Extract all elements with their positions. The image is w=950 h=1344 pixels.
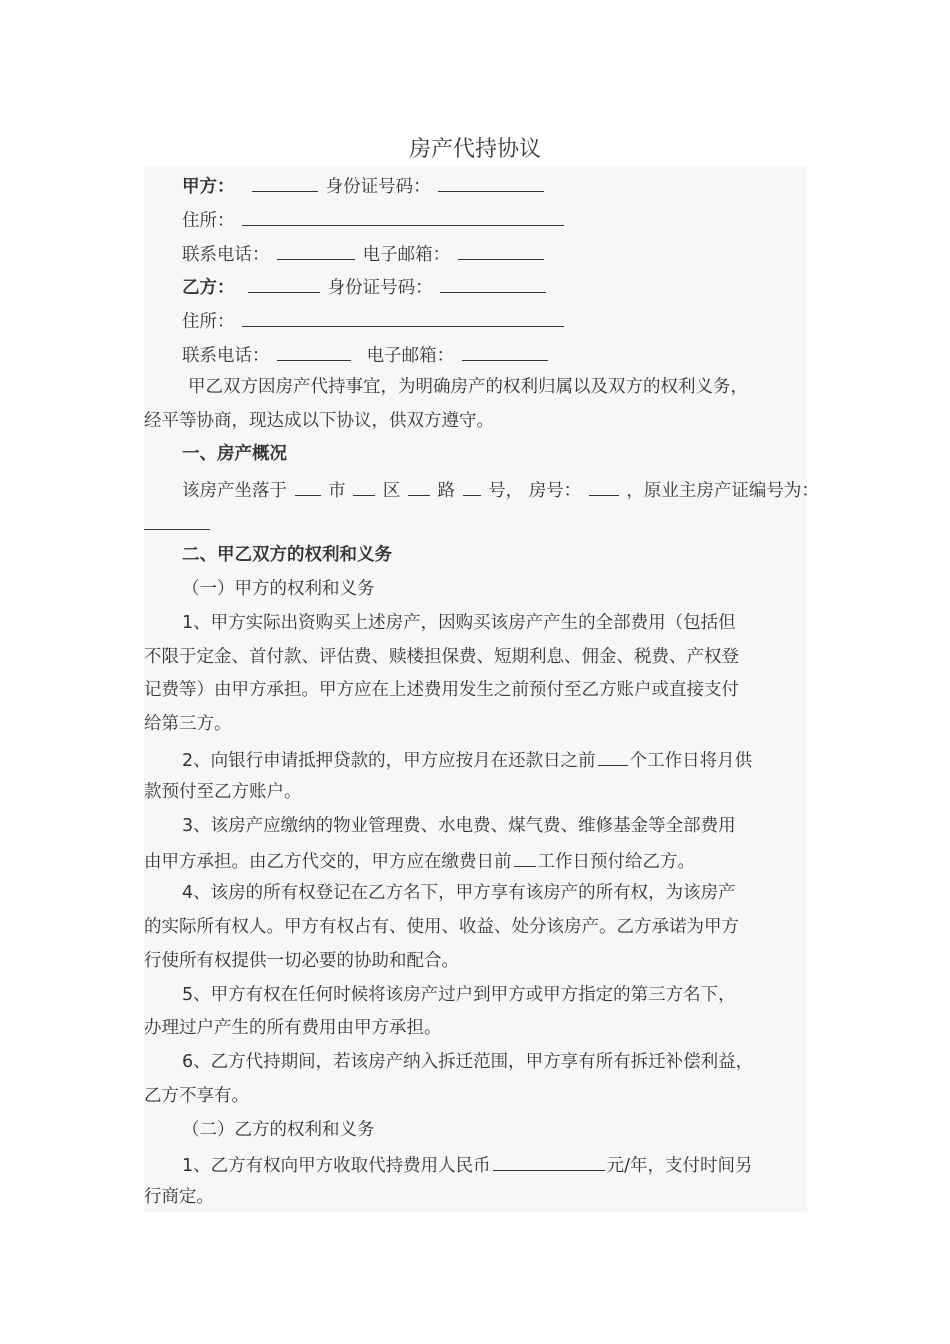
- party-a-phone-blank: [277, 235, 355, 260]
- party-a-address-line: [144, 201, 566, 235]
- party-b-phone-blank: [277, 336, 351, 361]
- party-a-email-blank: [458, 235, 544, 260]
- party-b-label: 乙方：: [182, 278, 235, 298]
- party-a-id-blank: [438, 167, 544, 192]
- road-blank: [408, 471, 430, 496]
- item-4-line-3: 行使所有权提供一切必要的协助和配合。: [144, 951, 459, 971]
- item-1-line-2: 不限于定金、首付款、评估费、赎楼担保费、短期利息、佣金、税费、产权登: [144, 647, 739, 667]
- item-3-line-2: [144, 842, 695, 876]
- party-b-address-blank: [242, 302, 564, 327]
- party-a-address-label: 住所：: [182, 211, 235, 231]
- item-1-line-1: 1、甲方实际出资购买上述房产，因购买该房产产生的全部费用（包括但: [182, 613, 736, 633]
- party-b-line: [144, 268, 548, 302]
- item-1-line-4: 给第三方。: [144, 714, 232, 734]
- certificate-blank-line: [144, 505, 210, 539]
- party-b-email-blank: [462, 336, 548, 361]
- party-b-id-blank: [440, 268, 546, 293]
- item-4-line-1: 4、该房的所有权登记在乙方名下，甲方享有该房产的所有权，为该房产: [182, 883, 736, 903]
- item-1-line-3: 记费等）由甲方承担。甲方应在上述费用发生之前预付至乙方账户或直接支付: [144, 680, 739, 700]
- party-a-phone-label: 联系电话：: [182, 245, 270, 265]
- intro-line-1: 甲乙双方因房产代持事宜，为明确房产的权利归属以及双方的权利义务，: [188, 377, 748, 397]
- party-a-contact-line: [144, 235, 546, 269]
- room-blank: [589, 471, 619, 496]
- fee-amount-blank: [493, 1146, 605, 1171]
- item-b1-text-b: 元/年，支付时间另: [606, 1156, 753, 1176]
- certificate-blank: [144, 505, 210, 530]
- item-b1-text-a: 1、乙方有权向甲方收取代持费用人民币: [182, 1156, 491, 1176]
- item-2-text-b: 个工作日将月供: [629, 751, 753, 771]
- workdays-blank: [598, 741, 628, 766]
- item-6-line-2: 乙方不享有。: [144, 1086, 249, 1106]
- intro-line-2: 经平等协商，现达成以下协议，供双方遵守。: [144, 411, 494, 431]
- item-b1-line-1: [144, 1146, 753, 1180]
- party-b-email-label: 电子邮箱：: [366, 346, 455, 366]
- location-text: 该房产坐落于: [182, 481, 287, 501]
- subsection-a-heading: （一）甲方的权利和义务: [182, 579, 375, 599]
- city-text: 市: [328, 481, 346, 501]
- section-2-heading: 二、甲乙双方的权利和义务: [182, 545, 392, 565]
- item-2-line-1: [144, 741, 752, 775]
- party-a-label: 甲方：: [182, 177, 235, 197]
- party-a-line: [144, 167, 546, 201]
- property-location-line: [144, 471, 819, 505]
- certificate-text: ，原业主房产证编号为：: [626, 481, 819, 501]
- item-3-text-b: 由甲方承担。由乙方代交的，甲方应在缴费日前: [144, 852, 512, 872]
- party-b-phone-label: 联系电话：: [182, 346, 270, 366]
- party-b-address-label: 住所：: [182, 312, 235, 332]
- item-2-text-a: 2、向银行申请抵押贷款的，甲方应按月在还款日之前: [182, 751, 596, 771]
- party-a-name-blank: [252, 167, 318, 192]
- subsection-b-heading: （二）乙方的权利和义务: [182, 1120, 375, 1140]
- district-text: 区: [382, 481, 401, 501]
- item-4-line-2: 的实际所有权人。甲方有权占有、使用、收益、处分该房产。乙方承诺为甲方: [144, 917, 739, 937]
- item-b1-line-2: 行商定。: [144, 1187, 214, 1207]
- item-5-line-1: 5、甲方有权在任何时候将该房产过户到甲方或甲方指定的第三方名下，: [182, 985, 736, 1005]
- party-b-name-blank: [248, 268, 320, 293]
- item-5-line-2: 办理过户产生的所有费用由甲方承担。: [144, 1018, 442, 1038]
- item-3-line-1: 3、该房产应缴纳的物业管理费、水电费、煤气费、维修基金等全部费用: [182, 816, 736, 836]
- document-title: 房产代持协议: [408, 137, 541, 162]
- number-blank: [463, 471, 481, 496]
- city-blank: [295, 471, 321, 496]
- party-b-id-label: 身份证号码：: [327, 278, 433, 298]
- fee-days-blank: [514, 842, 536, 867]
- party-b-contact-line: [144, 336, 550, 370]
- district-blank: [353, 471, 375, 496]
- number-text: 号， 房号：: [488, 481, 582, 501]
- party-a-id-label: 身份证号码：: [325, 177, 431, 197]
- party-a-address-blank: [242, 201, 564, 226]
- party-a-email-label: 电子邮箱：: [362, 245, 451, 265]
- item-2-line-2: 款预付至乙方账户。: [144, 782, 302, 802]
- road-text: 路: [437, 481, 455, 501]
- item-6-line-1: 6、乙方代持期间，若该房产纳入拆迁范围，甲方享有所有拆迁补偿利益，: [182, 1052, 754, 1072]
- section-1-heading: 一、房产概况: [182, 444, 287, 464]
- item-3-text-c: 工作日预付给乙方。: [537, 852, 695, 872]
- party-b-address-line: [144, 302, 566, 336]
